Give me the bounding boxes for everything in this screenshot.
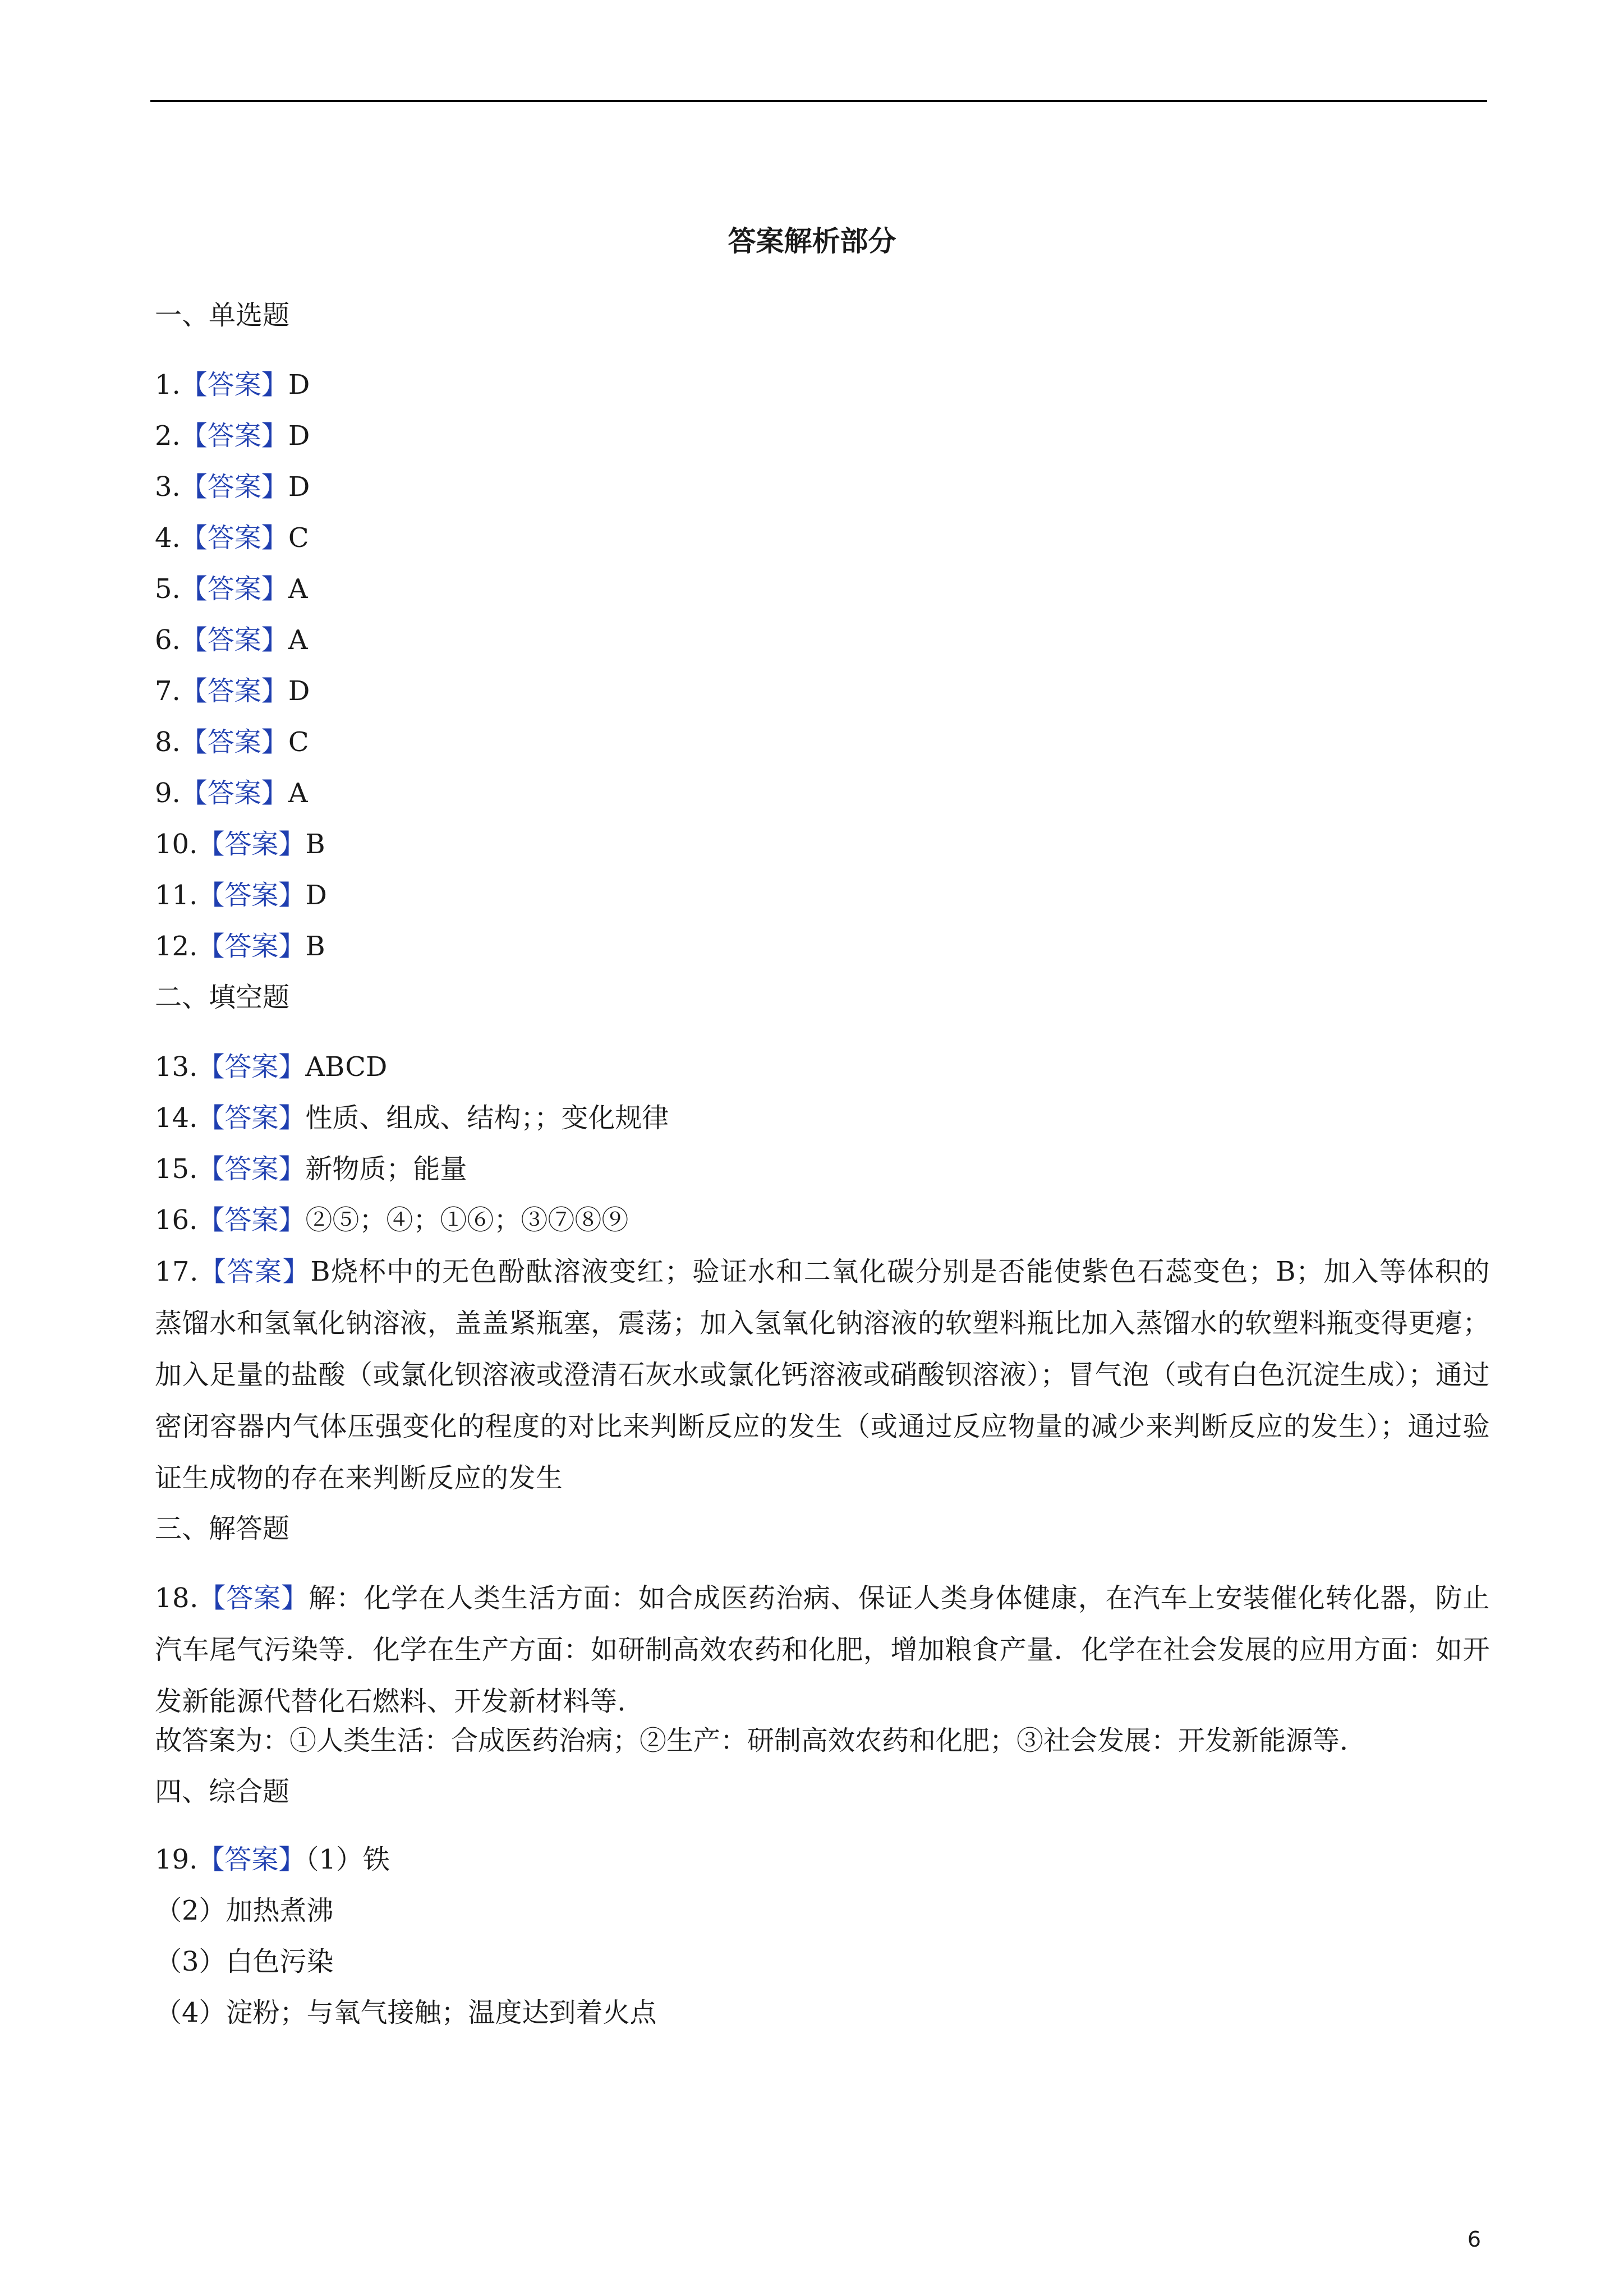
q19-part-2: （2）加热煮沸	[155, 1895, 334, 1926]
answer-item-2	[155, 419, 310, 453]
answer-tag: 【答案】	[198, 1256, 311, 1287]
item-number: 6.	[155, 624, 181, 656]
header-rule	[150, 100, 1487, 102]
item-number: 3.	[155, 471, 181, 503]
answer-value: 新物质；能量	[305, 1153, 467, 1185]
answer-value: C	[288, 522, 309, 554]
answer-item-13	[155, 1050, 387, 1084]
answer-value: D	[288, 420, 310, 452]
answer-tag: 【答案】	[180, 522, 288, 554]
answer-item-11	[155, 878, 327, 912]
q18-conclusion: 故答案为：①人类生活：合成医药治病；②生产：研制高效农药和化肥；③社会发展：开发新能源等．	[155, 1725, 1367, 1756]
answer-value: A	[288, 777, 308, 809]
answer-value: D	[288, 675, 310, 707]
answer-item-10	[155, 827, 325, 861]
item-number: 7.	[155, 675, 181, 707]
answer-item-6	[155, 623, 307, 657]
section-heading-comprehensive: 四、综合题	[155, 1776, 290, 1807]
answer-value: D	[288, 369, 310, 401]
answer-value: ABCD	[305, 1051, 388, 1083]
answer-item-18	[155, 1572, 1490, 1727]
answer-item-8	[155, 725, 309, 759]
answer-value: B	[305, 931, 325, 962]
item-number: 10.	[155, 829, 198, 860]
answer-tag: 【答案】	[198, 1582, 309, 1614]
item-number: 13.	[155, 1051, 198, 1083]
answer-tag: 【答案】	[197, 1153, 306, 1185]
answer-tag: 【答案】	[180, 471, 288, 503]
answer-tag: 【答案】	[197, 1102, 306, 1134]
answer-tag: 【答案】	[197, 1844, 306, 1875]
answer-item-3	[155, 470, 310, 504]
answer-item-14	[155, 1101, 669, 1135]
answer-tag: 【答案】	[180, 573, 288, 605]
answer-tag: 【答案】	[180, 726, 288, 758]
answer-item-15	[155, 1152, 467, 1186]
page-title: 答案解析部分	[728, 224, 896, 257]
item-number: 5.	[155, 573, 181, 605]
answer-value: A	[288, 624, 308, 656]
item-number: 19.	[155, 1844, 198, 1875]
answer-tag: 【答案】	[197, 1204, 306, 1236]
page-number: 6	[1467, 2227, 1481, 2252]
answer-item-17	[155, 1246, 1490, 1504]
section-heading-fill-in: 二、填空题	[155, 982, 290, 1013]
item-number: 18.	[155, 1582, 199, 1614]
section-heading-solution: 三、解答题	[155, 1513, 290, 1544]
answer-value: D	[305, 880, 327, 911]
answer-value: D	[288, 471, 310, 503]
answer-tag: 【答案】	[180, 420, 288, 452]
item-number: 4.	[155, 522, 181, 554]
answer-tag: 【答案】	[197, 931, 306, 962]
item-number: 2.	[155, 420, 181, 452]
answer-value: C	[288, 726, 309, 758]
answer-tag: 【答案】	[180, 777, 288, 809]
item-number: 9.	[155, 777, 181, 809]
q19-part-4: （4）淀粉；与氧气接触；温度达到着火点	[155, 1997, 657, 2028]
answer-value: A	[288, 573, 308, 605]
answer-value: B烧杯中的无色酚酞溶液变红；验证水和二氧化碳分别是否能使紫色石蕊变色；B；加入等体积的蒸馏水和氢氧化钠溶液，盖盖紧瓶塞，震荡；加入氢氧化钠溶液的软塑料瓶比加入蒸馏水的软塑料瓶变得更瘪；加入足量的盐酸（或氯化钡溶液或澄清石灰水或氯化钙溶液或硝酸钡溶液）；冒气泡（或有白色沉淀生成）；通过密闭容器内气体压强变化的程度的对比来判断反应的发生（或通过反应物量的减少来判断反应的发生）；通过验证生成物的存在来判断反应的发生	[155, 1256, 1490, 1494]
item-number: 17.	[155, 1256, 199, 1287]
answer-value: B	[305, 829, 325, 860]
item-number: 8.	[155, 726, 181, 758]
answer-tag: 【答案】	[197, 829, 306, 860]
answer-item-19	[155, 1843, 390, 1876]
item-number: 15.	[155, 1153, 198, 1185]
answer-value: ②⑤；④；①⑥；③⑦⑧⑨	[305, 1204, 629, 1236]
item-number: 12.	[155, 931, 198, 962]
answer-value: （1）铁	[305, 1844, 390, 1875]
answer-item-12	[155, 930, 325, 963]
item-number: 1.	[155, 369, 181, 401]
answer-tag: 【答案】	[180, 369, 288, 401]
answer-item-16	[155, 1203, 628, 1237]
answer-value: 性质、组成、结构；；变化规律	[305, 1102, 669, 1134]
item-number: 14.	[155, 1102, 198, 1134]
answer-tag: 【答案】	[197, 1051, 306, 1083]
answer-tag: 【答案】	[180, 624, 288, 656]
answer-item-7	[155, 674, 310, 708]
answer-tag: 【答案】	[180, 675, 288, 707]
answer-item-4	[155, 521, 309, 555]
section-heading-single-choice: 一、单选题	[155, 300, 290, 331]
item-number: 11.	[155, 880, 198, 911]
answer-item-1	[155, 368, 310, 402]
answer-value: 解：化学在人类生活方面：如合成医药治病、保证人类身体健康，在汽车上安装催化转化器，防止汽车尾气污染等．化学在生产方面：如研制高效农药和化肥，增加粮食产量．化学在社会发展的应用方面：如开发新能源代替化石燃料、开发新材料等．	[155, 1582, 1490, 1717]
q19-part-3: （3）白色污染	[155, 1946, 334, 1977]
item-number: 16.	[155, 1204, 198, 1236]
answer-tag: 【答案】	[197, 880, 306, 911]
answer-item-5	[155, 572, 307, 606]
answer-item-9	[155, 776, 307, 810]
